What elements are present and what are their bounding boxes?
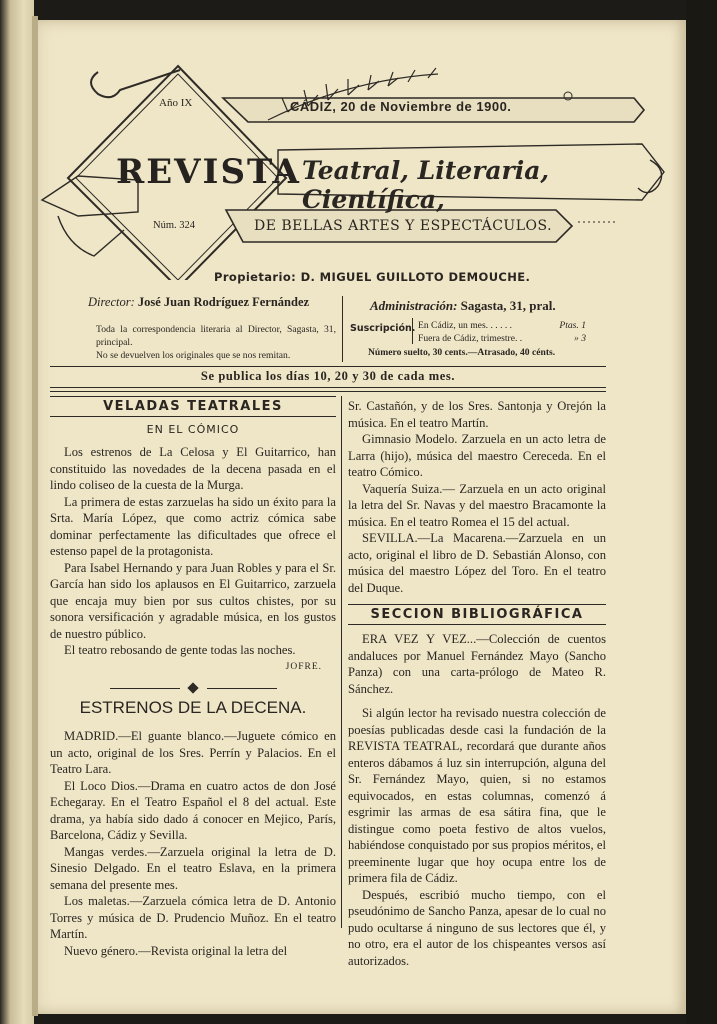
- publication-line: Se publica los días 10, 20 y 30 de cada mes.: [200, 369, 456, 383]
- subscription-brace: [412, 318, 413, 344]
- estrenos-paragraph: El Loco Dios.—Drama en cuatro actos de don José Echegaray. En el Teatro Español el 8 del actual. Este drama, ya había sido dado á conocer en Mejico, París, Barcelona, Cádiz y Sevilla.: [50, 778, 336, 842]
- correspondence-note: Toda la correspondencia literaria al Director, Sagasta, 31, principal.: [96, 324, 336, 348]
- veladas-heading: VELADAS TEATRALES: [103, 399, 283, 414]
- veladas-subheading: EN EL CÓMICO: [146, 423, 240, 436]
- originals-note: No se devuelven los originales que se nos remitan.: [96, 350, 291, 361]
- biblio-paragraph: Si algún lector ha revisado nuestra colección de poesías publicadas desde casi la fundación de la REVISTA TEATRAL, recordará que durante años enteros dábamos á luz sin interrupción, alguna del Sr. Fernández Mayo, quien, si no estamos equivocados, en estas columnas, comenzó á esgrimir las armas de esa sátira fina, que le distingue como poeta festivo de altos vuelos, habiéndose conquistado por sus propios méritos, el preeminente lugar que hoy ocupa entre los de primera fila de Cádiz.: [348, 706, 606, 885]
- estrenos-paragraph: Los maletas.—Zarzuela cómica letra de D. Antonio Torres y música de D. Prudencio Muñoz. En el teatro Martín.: [50, 894, 336, 941]
- column-divider: [341, 396, 342, 928]
- masthead-title: REVISTA: [116, 152, 301, 192]
- masthead-divider: [342, 296, 343, 362]
- right-paragraph: Vaquería Suiza.— Zarzuela en un acto original la letra del Sr. Navas y del maestro Bracamonte la música. En el teatro Romea el 15 del actual.: [348, 481, 606, 529]
- masthead-subtitle-2: DE BELLAS ARTES Y ESPECTÁCULOS.: [254, 218, 553, 234]
- veladas-paragraph: Los estrenos de La Celosa y El Guitarrico, han constituido las novedades de la decena pasada en el lindo coliseo de la cuesta de la Murga.: [50, 445, 336, 492]
- masthead-subtitle: Teatral, Literaria, Científica,: [302, 156, 550, 214]
- biblio-paragraph: Después, escribió mucho tiempo, con el pseudónimo de Sancho Panza, apesar de lo cual no pudo ocultarse á ninguno de sus lectores que él, y no otro, era el autor de los chispeantes versos así autorizados.: [348, 887, 606, 968]
- year-label: Año IX: [159, 97, 193, 109]
- subscription-label: Suscripción.: [350, 323, 416, 334]
- owner-label: Propietario:: [214, 270, 297, 284]
- subs-outside: Fuera de Cádiz, trimestre. .: [418, 333, 523, 344]
- estrenos-paragraph: Nuevo género.—Revista original la letra del: [64, 943, 288, 958]
- section-divider-ornament: [50, 681, 336, 694]
- admin-line: [370, 298, 556, 314]
- estrenos-paragraph: MADRID.—El guante blanco.—Juguete cómico en un acto, original de los Sres. Perrín y Palacios. En el Teatro Lara.: [50, 729, 336, 776]
- owner-line: [214, 270, 530, 284]
- veladas-signature: JOFRE.: [285, 661, 322, 672]
- newspaper-page: [38, 20, 686, 1014]
- issue-date: CÁDIZ, 20 de Noviembre de 1900.: [290, 99, 512, 114]
- veladas-body: [50, 444, 336, 675]
- right-paragraph: Sr. Castañón, y de los Sres. Santonja y Orejón la música. En el teatro Martín.: [348, 399, 606, 430]
- right-paragraph: Gimnasio Modelo. Zarzuela en un acto letra de Larra (hijo), música del maestro Cereceda. En el teatro Cómico.: [348, 432, 606, 479]
- biblio-paragraph: ERA VEZ Y VEZ...—Colección de cuentos andaluces por Manuel Fernández Mayo (Sancho Panza) con una carta-prólogo de Mateo R. Sánchez.: [348, 632, 606, 696]
- admin-address: Sagasta, 31, pral.: [460, 298, 556, 313]
- single-issue-price: Número suelto, 30 cents.—Atrasado, 40 cénts.: [368, 347, 556, 358]
- right-column: [348, 398, 606, 969]
- previous-page-edge: [0, 0, 34, 1024]
- subs-outside-price: » 3: [574, 333, 586, 344]
- owner-name: D. MIGUEL GUILLOTO DEMOUCHE.: [300, 270, 531, 284]
- estrenos-body: [50, 728, 336, 959]
- biblio-heading: SECCION BIBLIOGRÁFICA: [370, 607, 584, 622]
- issue-number: Núm. 324: [153, 220, 195, 231]
- admin-label: Administración:: [370, 298, 458, 313]
- veladas-paragraph: Para Isabel Hernando y para Juan Robles y para el Sr. García han sido los aplausos en El Guitarrico, zarzuela que encaja muy bien por sus cultos chistes, por su sonora versificación y agradable música, en los gustos de nuestro público.: [50, 560, 336, 641]
- director-line: [88, 295, 309, 310]
- estrenos-heading: ESTRENOS DE LA DECENA.: [79, 698, 307, 717]
- estrenos-paragraph: Mangas verdes.—Zarzuela original la letra de D. Sinesio Delgado. En el teatro Eslava, en la primera semana del presente mes.: [50, 844, 336, 892]
- veladas-paragraph: El teatro rebosando de gente todas las noches.: [64, 643, 296, 657]
- subs-local-price: Ptas. 1: [559, 320, 586, 331]
- scan-background: [686, 0, 717, 1024]
- right-body: [348, 398, 606, 596]
- director-label: Director:: [88, 295, 135, 309]
- subs-local: En Cádiz, un mes. . . . . .: [418, 320, 513, 331]
- veladas-paragraph: La primera de estas zarzuelas ha sido un éxito para la Srta. María López, que como actriz cómica sabe dominar perfectamente las dificultades que ofrece el estenso papel de la protagonista.: [50, 494, 336, 558]
- rule-bottom: [50, 387, 606, 392]
- right-paragraph: SEVILLA.—La Macarena.—Zarzuela en un acto, original el libro de D. Sebastián Alonso, con música del maestro López del Toro. En el teatro del Duque.: [348, 531, 606, 595]
- director-notes: [96, 323, 336, 362]
- left-column: [50, 396, 336, 959]
- biblio-body: [348, 631, 606, 969]
- director-name: José Juan Rodríguez Fernández: [137, 295, 310, 309]
- subscription-prices: [418, 319, 586, 345]
- rule-top: [50, 366, 606, 367]
